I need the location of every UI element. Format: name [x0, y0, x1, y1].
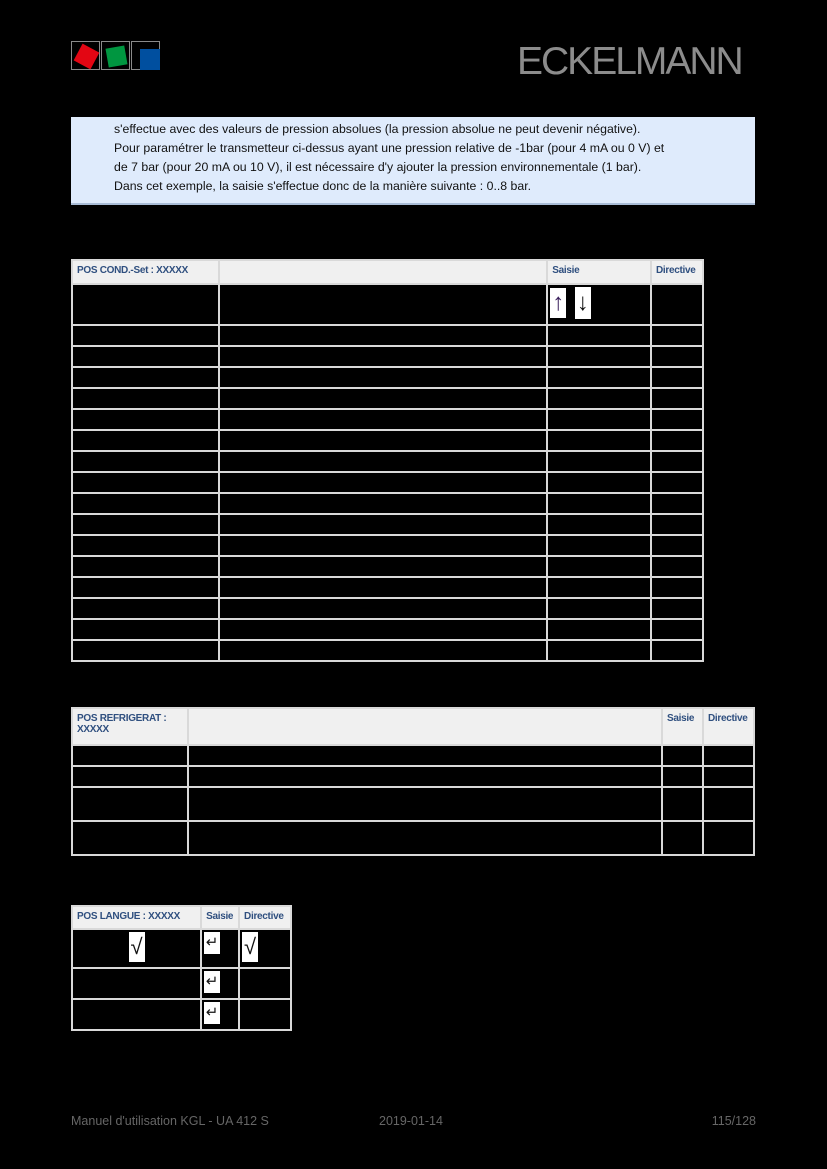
- table-row: [72, 514, 703, 535]
- table-cell: [72, 284, 219, 325]
- table-cell: [219, 535, 548, 556]
- table-cell: [547, 640, 651, 661]
- table-cell: [703, 766, 754, 787]
- table-cell: [219, 619, 548, 640]
- table-cell: [651, 367, 703, 388]
- table-cell: [188, 745, 662, 766]
- table-cell: [72, 409, 219, 430]
- table-cell: [219, 409, 548, 430]
- note-line: de 7 bar (pour 20 mA ou 10 V), il est nécessaire d'y ajouter la pression environnementale (1 bar).: [114, 160, 642, 174]
- table-row: [72, 367, 703, 388]
- table-row: [72, 346, 703, 367]
- table-pos-langue: [71, 905, 292, 1031]
- table-cell: [219, 346, 548, 367]
- arrow-down-icon: ↓: [575, 287, 591, 319]
- table-cell: [651, 284, 703, 325]
- table-cell: [72, 388, 219, 409]
- saisie-cell: [201, 999, 239, 1030]
- table-cell: [651, 325, 703, 346]
- table-cell: [662, 821, 703, 855]
- table-cell: [703, 821, 754, 855]
- table-pos-cond-set: [71, 259, 704, 662]
- table-row: [72, 556, 703, 577]
- table-cell: [703, 745, 754, 766]
- table-row: [72, 388, 703, 409]
- header-saisie: Saisie: [662, 708, 703, 745]
- checkmark-icon: √: [242, 932, 258, 962]
- saisie-cell: [201, 968, 239, 999]
- table-cell: [72, 766, 188, 787]
- table-cell: [72, 619, 219, 640]
- table-cell: [651, 640, 703, 661]
- company-logo: [71, 41, 162, 72]
- table-cell: [547, 388, 651, 409]
- blue-square-icon: [140, 49, 160, 70]
- table-cell: [547, 535, 651, 556]
- footer-manual: Manuel d'utilisation KGL - UA 412 S: [71, 1114, 269, 1128]
- table-header-row: [72, 260, 703, 284]
- arrow-up-icon: ↑: [552, 289, 565, 316]
- table-cell: [651, 493, 703, 514]
- table-cell: [72, 451, 219, 472]
- table-row: [72, 535, 703, 556]
- table-cell: [651, 430, 703, 451]
- enter-icon: ↵: [204, 1002, 220, 1024]
- table-cell: [651, 619, 703, 640]
- table-row: [72, 451, 703, 472]
- table-cell: [651, 598, 703, 619]
- table-cell: [239, 968, 291, 999]
- table-cell: [72, 787, 188, 821]
- table-cell: [219, 640, 548, 661]
- table-cell: [547, 325, 651, 346]
- table-cell: [547, 556, 651, 577]
- table-cell: [651, 388, 703, 409]
- table-row: [72, 968, 291, 999]
- header-saisie: Saisie: [547, 260, 651, 284]
- header-directive: Directive: [703, 708, 754, 745]
- table-cell: [219, 325, 548, 346]
- table-cell: [703, 787, 754, 821]
- table-cell: [547, 493, 651, 514]
- table-cell: [72, 367, 219, 388]
- table-cell: [651, 451, 703, 472]
- table-cell: [547, 430, 651, 451]
- table-cell: [547, 598, 651, 619]
- directive-cell: [239, 929, 291, 968]
- table-cell: [662, 766, 703, 787]
- note-line: Dans cet exemple, la saisie s'effectue donc de la manière suivante : 0..8 bar.: [114, 179, 532, 193]
- checkmark-icon: √: [129, 932, 145, 962]
- logo-cell-green: [101, 41, 130, 70]
- table-row: [72, 598, 703, 619]
- header-pos-cond-set: POS COND.-Set : XXXXX: [72, 260, 219, 284]
- header-description: [188, 708, 662, 745]
- table-cell: [651, 472, 703, 493]
- table-row: [72, 430, 703, 451]
- table-cell: [547, 367, 651, 388]
- table-cell: [547, 619, 651, 640]
- table-row: [72, 787, 754, 821]
- table-row: [72, 493, 703, 514]
- header-directive: Directive: [239, 906, 291, 929]
- logo-cell-blue: [131, 41, 160, 70]
- table-cell: [547, 514, 651, 535]
- table-pos-refrigerat: [71, 707, 755, 856]
- table-cell: [662, 787, 703, 821]
- table-cell: [72, 745, 188, 766]
- header-pos-langue: POS LANGUE : XXXXX: [72, 906, 201, 929]
- table-cell: [547, 409, 651, 430]
- table-cell: [219, 430, 548, 451]
- table-cell: [72, 430, 219, 451]
- table-cell: [219, 472, 548, 493]
- table-row: [72, 745, 754, 766]
- table-cell: [72, 346, 219, 367]
- table-cell: [72, 577, 219, 598]
- table-cell: [547, 451, 651, 472]
- table-cell: [72, 325, 219, 346]
- table-cell: [547, 472, 651, 493]
- table-cell: [651, 556, 703, 577]
- brand-name: ECKELMANN: [517, 40, 742, 83]
- table-row: [72, 325, 703, 346]
- table-cell: [72, 821, 188, 855]
- table-cell: [219, 556, 548, 577]
- green-square-icon: [105, 45, 127, 67]
- table-cell: [72, 968, 201, 999]
- footer-page: 115/128: [711, 1114, 756, 1128]
- table-row: [72, 766, 754, 787]
- table-cell: [651, 514, 703, 535]
- header-directive: Directive: [651, 260, 703, 284]
- table-cell: [651, 346, 703, 367]
- table-cell: [651, 535, 703, 556]
- table-cell: [219, 284, 548, 325]
- table-row: [72, 577, 703, 598]
- table-cell: [219, 577, 548, 598]
- table-cell: [662, 745, 703, 766]
- table-cell: [219, 388, 548, 409]
- table-cell: [219, 451, 548, 472]
- saisie-cell: [547, 284, 651, 325]
- saisie-cell: [201, 929, 239, 968]
- table-cell: [651, 409, 703, 430]
- table-cell: [72, 929, 201, 968]
- header-pos-refrigerat: POS REFRIGERAT : XXXXX: [72, 708, 188, 745]
- note-line: Pour paramétrer le transmetteur ci-dessus ayant une pression relative de -1bar (pour 4 mA ou 0 V) et: [114, 141, 665, 155]
- table-cell: [72, 472, 219, 493]
- table-cell: [188, 787, 662, 821]
- table-header-row: [72, 708, 754, 745]
- table-row: [72, 999, 291, 1030]
- table-row: [72, 472, 703, 493]
- table-row: [72, 640, 703, 661]
- table-row: [72, 821, 754, 855]
- table-cell: [72, 598, 219, 619]
- table-header-row: [72, 906, 291, 929]
- enter-icon: ↵: [204, 971, 220, 993]
- enter-icon: ↵: [204, 932, 220, 954]
- table-row: [72, 409, 703, 430]
- table-cell: [72, 999, 201, 1030]
- logo-cell-red: [71, 41, 100, 70]
- table-row: [72, 284, 703, 325]
- table-cell: [219, 367, 548, 388]
- table-cell: [72, 556, 219, 577]
- table-cell: [547, 346, 651, 367]
- table-cell: [219, 514, 548, 535]
- table-cell: [188, 766, 662, 787]
- red-square-icon: [74, 44, 100, 70]
- table-cell: [72, 514, 219, 535]
- table-cell: [72, 493, 219, 514]
- header-saisie: Saisie: [201, 906, 239, 929]
- table-cell: [239, 999, 291, 1030]
- table-row: [72, 619, 703, 640]
- info-note: [71, 117, 755, 205]
- footer-date: 2019-01-14: [379, 1114, 443, 1128]
- table-cell: [72, 535, 219, 556]
- table-cell: [219, 493, 548, 514]
- table-cell: [651, 577, 703, 598]
- header-description: [219, 260, 548, 284]
- table-cell: [188, 821, 662, 855]
- table-cell: [72, 640, 219, 661]
- note-line: s'effectue avec des valeurs de pression absolues (la pression absolue ne peut devenir négative).: [114, 122, 641, 136]
- table-row: [72, 929, 291, 968]
- table-cell: [219, 598, 548, 619]
- table-cell: [547, 577, 651, 598]
